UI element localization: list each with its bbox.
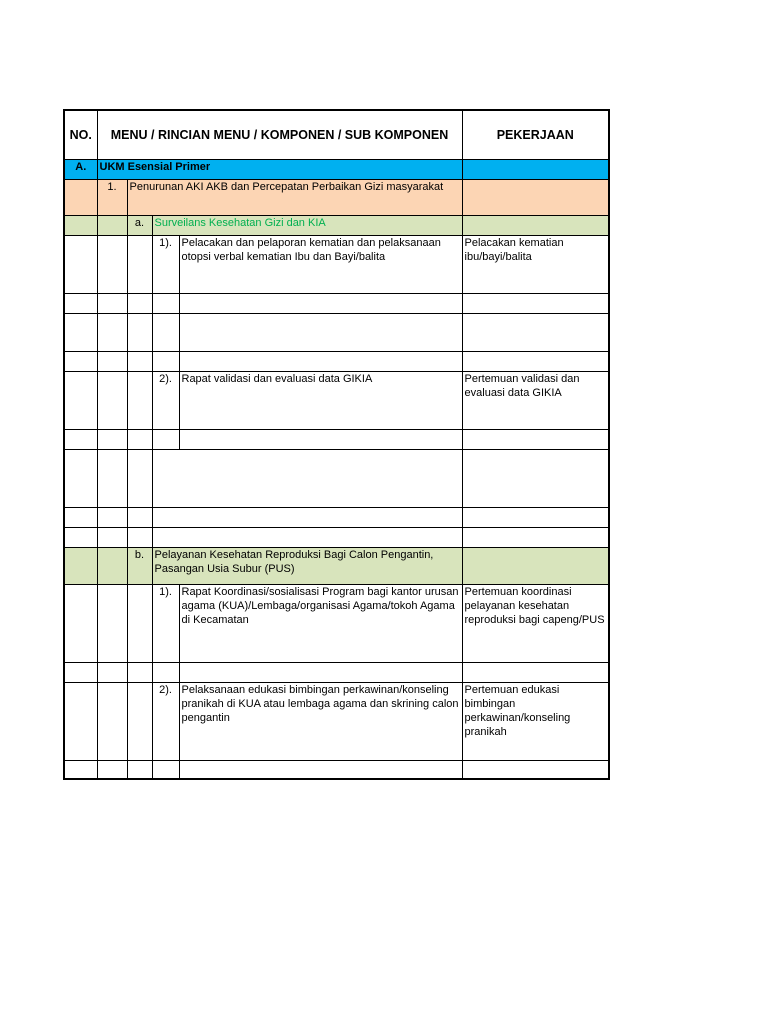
sub-komponen-b2-code: 2). <box>152 682 179 760</box>
sub-komponen-b1-label: Rapat Koordinasi/sosialisasi Program bagi kantor urusan agama (KUA)/Lembaga/organisasi Agama/tokoh Agama di Kecamatan <box>179 584 462 662</box>
sub-komponen-b2-label: Pelaksanaan edukasi bimbingan perkawinan/konseling pranikah di KUA atau lembaga agama dan skrining calon pengantin <box>179 682 462 760</box>
cell-empty <box>64 371 97 429</box>
rincian-menu-table <box>63 109 610 780</box>
empty-row <box>64 507 609 527</box>
cell-empty <box>97 547 127 584</box>
header-no: NO. <box>64 110 97 159</box>
komponen-b-pekerjaan <box>462 547 609 584</box>
komponen-b-code: b. <box>127 547 152 584</box>
sub-komponen-a1-label: Pelacakan dan pelaporan kematian dan pelaksanaan otopsi verbal kematian Ibu dan Bayi/balita <box>179 235 462 293</box>
cell-empty <box>64 215 97 235</box>
empty-row <box>64 527 609 547</box>
sub-komponen-row-b1 <box>64 584 609 662</box>
komponen-a-pekerjaan <box>462 215 609 235</box>
cell-empty <box>127 235 152 293</box>
cell-empty <box>97 682 127 760</box>
sub-komponen-a2-code: 2). <box>152 371 179 429</box>
komponen-row-a <box>64 215 609 235</box>
cell-empty <box>127 682 152 760</box>
menu-1-code: 1. <box>97 179 127 215</box>
sub-komponen-b1-code: 1). <box>152 584 179 662</box>
empty-row <box>64 293 609 313</box>
sub-komponen-a2-label: Rapat validasi dan evaluasi data GIKIA <box>179 371 462 429</box>
komponen-row-b <box>64 547 609 584</box>
empty-row <box>64 429 609 449</box>
empty-row <box>64 449 609 507</box>
cell-empty <box>64 179 97 215</box>
sub-komponen-a2-pekerjaan: Pertemuan validasi dan evaluasi data GIKIA <box>462 371 609 429</box>
sub-komponen-row-a1 <box>64 235 609 293</box>
cell-empty <box>97 584 127 662</box>
empty-row <box>64 662 609 682</box>
komponen-a-label: Surveilans Kesehatan Gizi dan KIA <box>152 215 462 235</box>
empty-row <box>64 351 609 371</box>
sub-komponen-b2-pekerjaan: Pertemuan edukasi bimbingan perkawinan/konseling pranikah <box>462 682 609 760</box>
cell-empty <box>127 371 152 429</box>
sub-komponen-a1-pekerjaan: Pelacakan kematian ibu/bayi/balita <box>462 235 609 293</box>
sub-komponen-row-a2 <box>64 371 609 429</box>
empty-row <box>64 760 609 779</box>
komponen-b-label: Pelayanan Kesehatan Reproduksi Bagi Calon Pengantin, Pasangan Usia Subur (PUS) <box>152 547 462 584</box>
sub-komponen-row-b2 <box>64 682 609 760</box>
cell-empty <box>64 682 97 760</box>
cell-empty <box>127 584 152 662</box>
menu-1-pekerjaan <box>462 179 609 215</box>
cell-empty <box>64 584 97 662</box>
menu-1-label: Penurunan AKI AKB dan Percepatan Perbaikan Gizi masyarakat <box>127 179 462 215</box>
section-a-code: A. <box>64 159 97 179</box>
sub-komponen-b1-pekerjaan: Pertemuan koordinasi pelayanan kesehatan reproduksi bagi capeng/PUS <box>462 584 609 662</box>
sub-komponen-a1-code: 1). <box>152 235 179 293</box>
header-menu: MENU / RINCIAN MENU / KOMPONEN / SUB KOMPONEN <box>97 110 462 159</box>
cell-empty <box>64 235 97 293</box>
komponen-a-code: a. <box>127 215 152 235</box>
section-row-a <box>64 159 609 179</box>
menu-row-1 <box>64 179 609 215</box>
section-a-label: UKM Esensial Primer <box>97 159 462 179</box>
header-pekerjaan: PEKERJAAN <box>462 110 609 159</box>
cell-empty <box>97 371 127 429</box>
cell-empty <box>97 235 127 293</box>
cell-empty <box>97 215 127 235</box>
section-a-pekerjaan <box>462 159 609 179</box>
table-header-row <box>64 110 609 159</box>
cell-empty <box>64 547 97 584</box>
empty-row <box>64 313 609 351</box>
